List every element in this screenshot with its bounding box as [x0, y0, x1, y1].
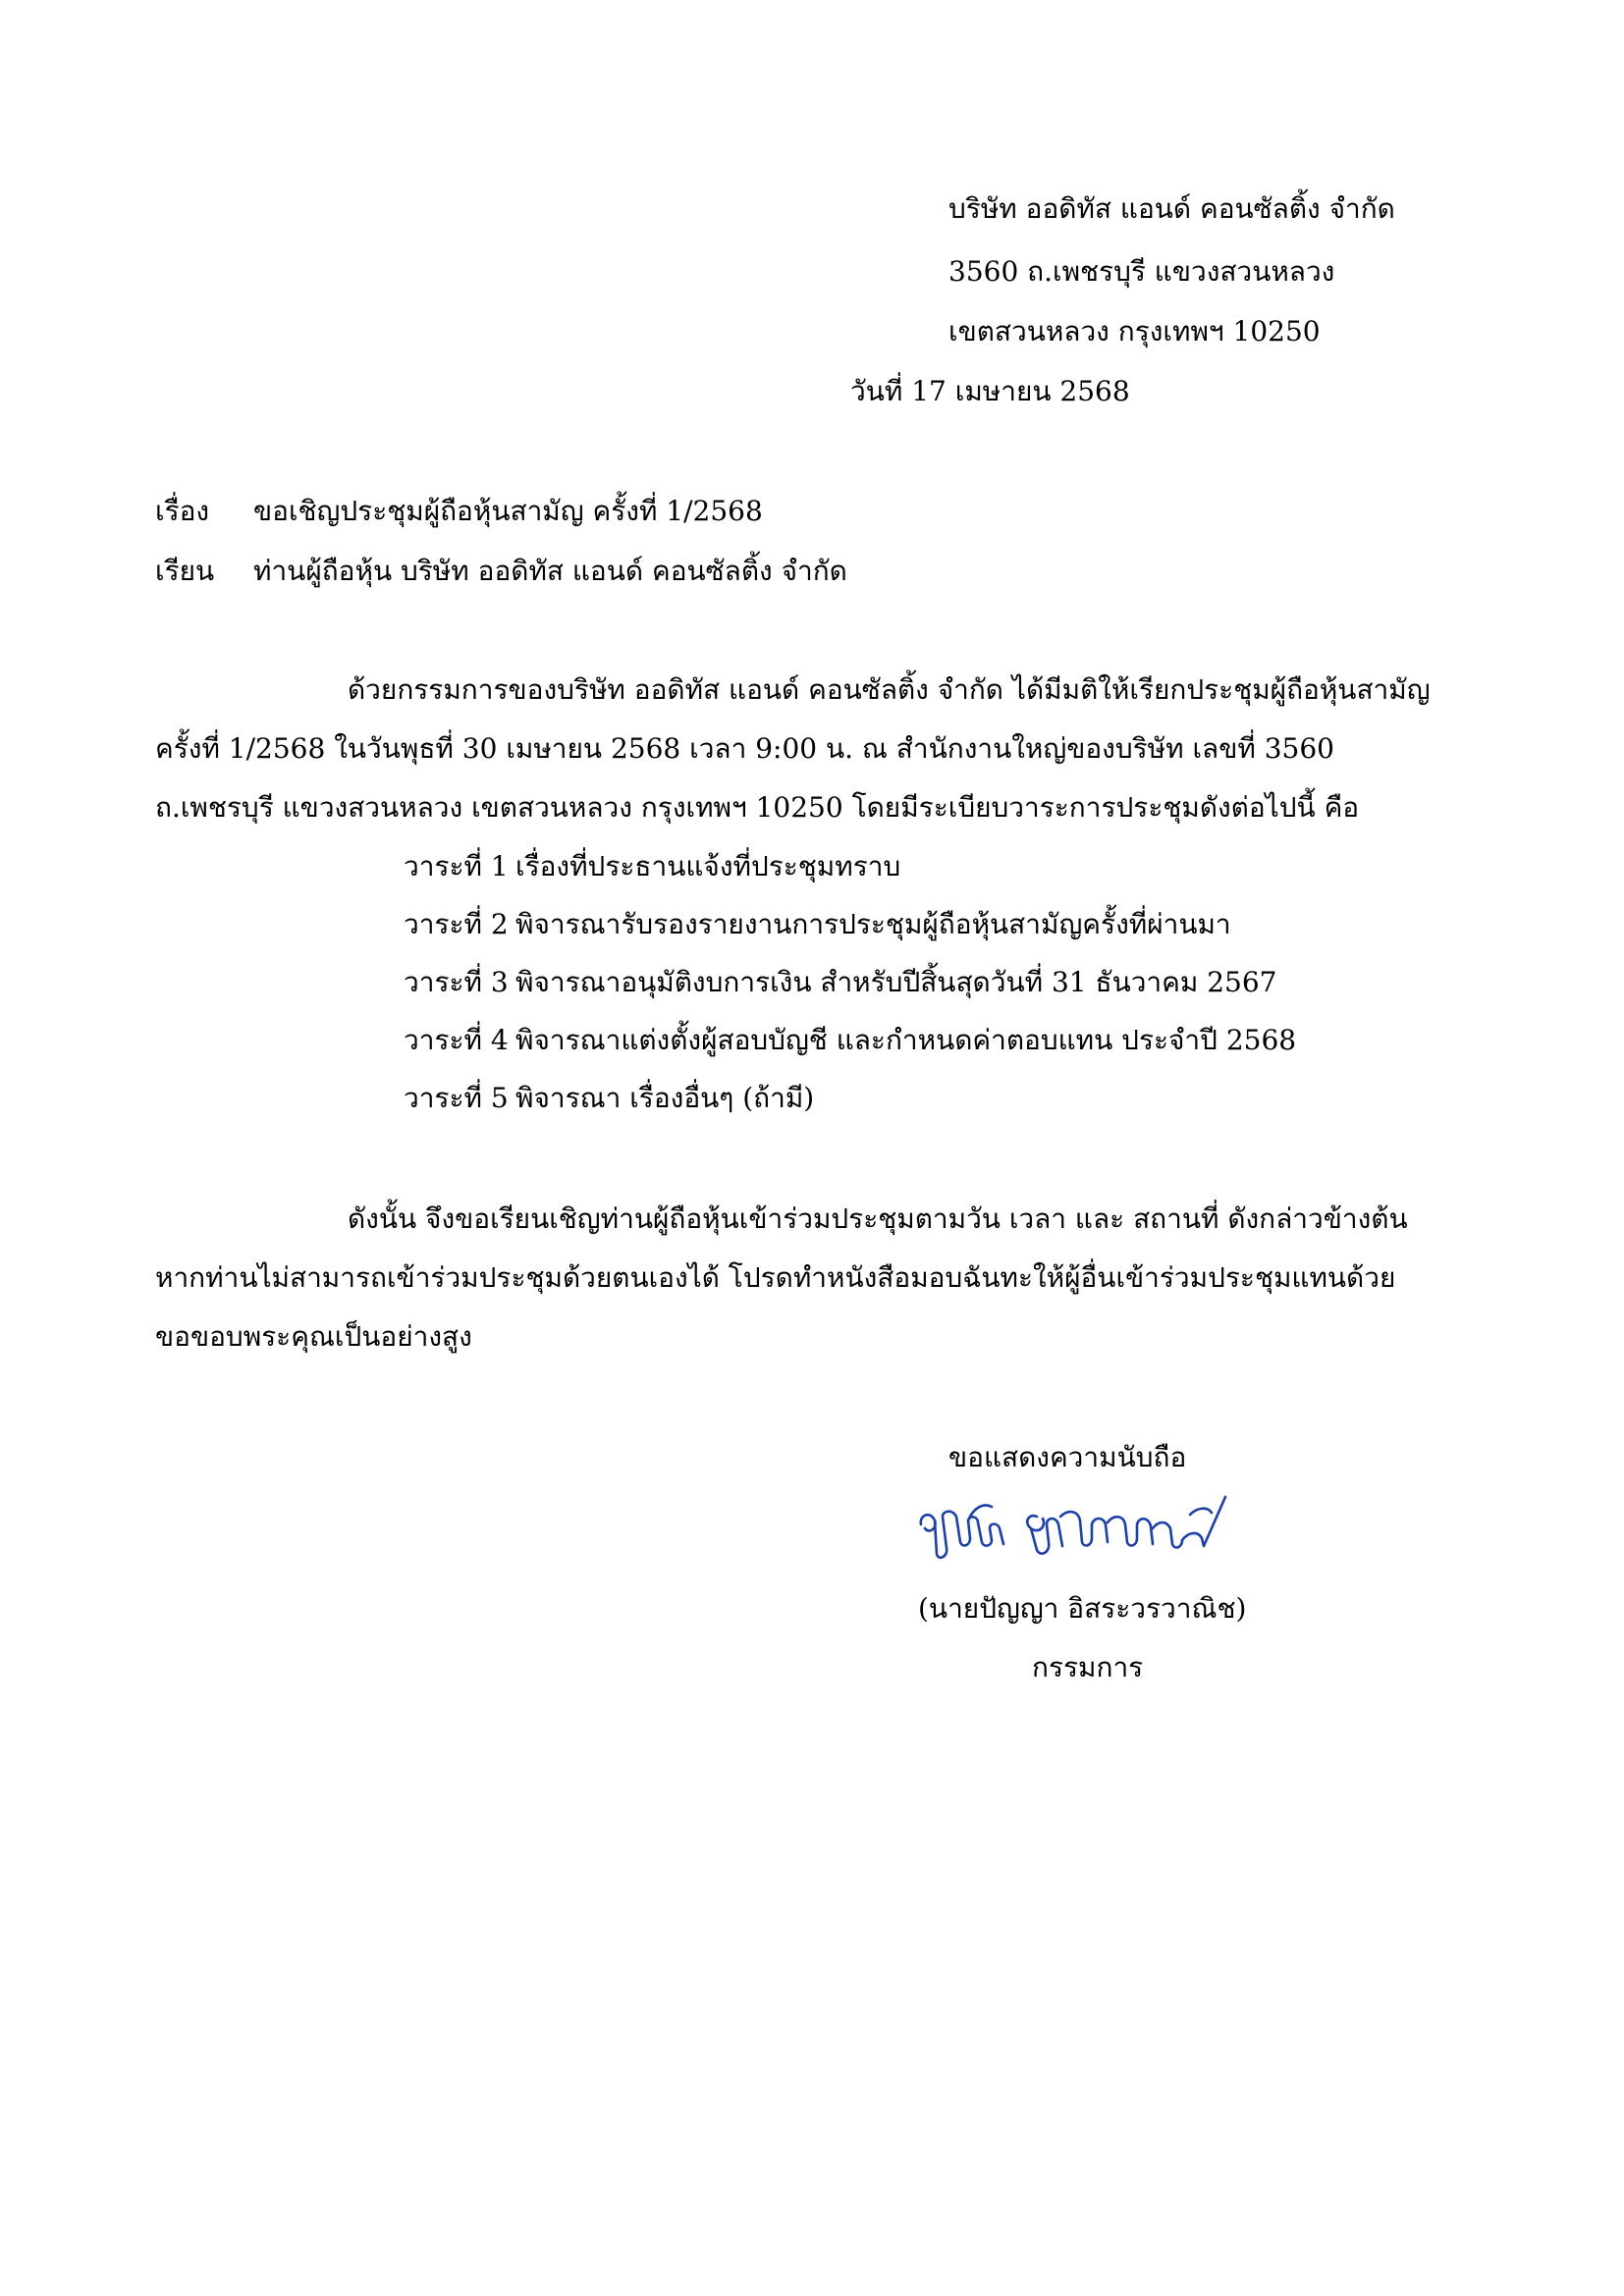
recipient-text: ท่านผู้ถือหุ้น บริษัท ออดิทัส แอนด์ คอนซัลติ้ง จำกัด — [253, 555, 847, 587]
subject-label: เรื่อง — [155, 495, 210, 527]
body-paragraph-2-line-3: ขอขอบพระคุณเป็นอย่างสูง — [155, 1320, 472, 1353]
subject-text: ขอเชิญประชุมผู้ถือหุ้นสามัญ ครั้งที่ 1/2568 — [253, 495, 763, 527]
agenda-number: วาระที่ 5 — [404, 1082, 509, 1114]
body-paragraph-1-line-2: ครั้งที่ 1/2568 ในวันพุธที่ 30 เมษายน 2568 เวลา 9:00 น. ณ สำนักงานใหญ่ของบริษัท เลขที่ 3560 — [155, 732, 1334, 765]
agenda-text: พิจารณารับรองรายงานการประชุมผู้ถือหุ้นสามัญครั้งที่ผ่านมา — [515, 908, 1231, 940]
agenda-number: วาระที่ 2 — [404, 908, 509, 940]
signatory-name: (นายปัญญา อิสระวรวาณิช) — [918, 1592, 1247, 1625]
agenda-text: พิจารณา เรื่องอื่นๆ (ถ้ามี) — [515, 1082, 815, 1114]
agenda-text: พิจารณาอนุมัติงบการเงิน สำหรับปีสิ้นสุดวันที่ 31 ธันวาคม 2567 — [515, 966, 1277, 998]
agenda-text: พิจารณาแต่งตั้งผู้สอบบัญชี และกำหนดค่าตอบแทน ประจำปี 2568 — [515, 1024, 1297, 1056]
body-paragraph-1-line-3: ถ.เพชรบุรี แขวงสวนหลวง เขตสวนหลวง กรุงเทพฯ 10250 โดยมีระเบียบวาระการประชุมดังต่อไปนี้ คือ — [155, 791, 1360, 824]
sender-address-line1: 3560 ถ.เพชรบุรี แขวงสวนหลวง — [948, 255, 1335, 288]
signature-icon — [913, 1477, 1257, 1575]
closing-regards: ขอแสดงความนับถือ — [948, 1441, 1187, 1473]
body-paragraph-2-line-1: ดังนั้น จึงขอเรียนเชิญท่านผู้ถือหุ้นเข้าร่วมประชุมตามวัน เวลา และ สถานที่ ดังกล่าวข้างต้น — [348, 1202, 1408, 1235]
signatory-title: กรรมการ — [1032, 1651, 1144, 1683]
body-paragraph-1-line-1: ด้วยกรรมการของบริษัท ออดิทัส แอนด์ คอนซัลติ้ง จำกัด ได้มีมติให้เรียกประชุมผู้ถือหุ้นสามัญ — [348, 673, 1431, 706]
sender-address-line2: เขตสวนหลวง กรุงเทพฯ 10250 — [948, 315, 1321, 347]
body-paragraph-2-line-2: หากท่านไม่สามารถเข้าร่วมประชุมด้วยตนเองได้ โปรดทำหนังสือมอบฉันทะให้ผู้อื่นเข้าร่วมประชุมแทนด้วย — [155, 1261, 1396, 1294]
agenda-number: วาระที่ 1 — [404, 850, 509, 882]
agenda-number: วาระที่ 3 — [404, 966, 509, 998]
agenda-text: เรื่องที่ประธานแจ้งที่ประชุมทราบ — [515, 850, 901, 882]
letter-date: วันที่ 17 เมษายน 2568 — [850, 375, 1130, 407]
agenda-number: วาระที่ 4 — [404, 1024, 509, 1056]
recipient-label: เรียน — [155, 555, 215, 587]
sender-company: บริษัท ออดิทัส แอนด์ คอนซัลติ้ง จำกัด — [948, 192, 1395, 225]
